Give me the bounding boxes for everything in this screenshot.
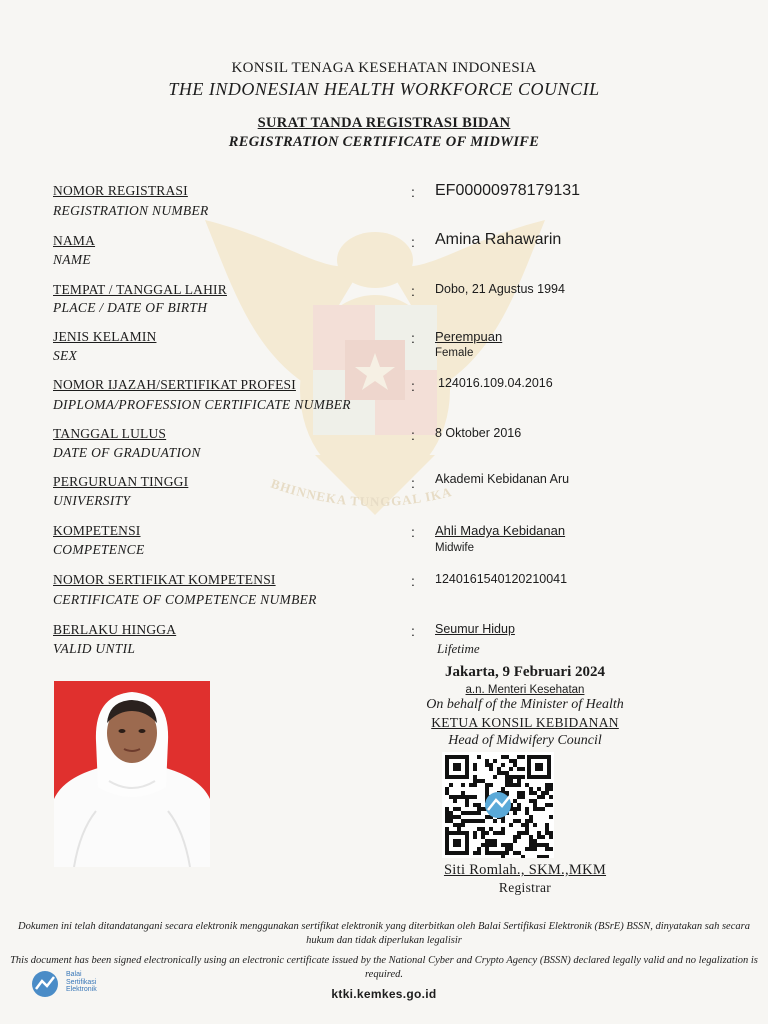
competence-cert-value: 1240161540120210041 (435, 572, 568, 586)
competence-value: Ahli Madya Kebidanan (435, 523, 566, 538)
registration-value: EF00000978179131 (435, 182, 581, 199)
sex-value: Perempuan (435, 329, 503, 344)
bsre-logo-text: Balai Sertifikasi Elektronik (66, 971, 97, 993)
name-value: Amina Rahawarin (435, 231, 562, 248)
university-colon: : (411, 475, 415, 491)
competence-label: KOMPETENSI (53, 523, 141, 538)
electronic-signature-notice-id: Dokumen ini telah ditandatangani secara elektronik menggunakan sertifikat elektronik yang diterbitkan oleh Balai Sertifikasi Elektronik (BSrE) BSSN, dinyatakan sah secara hukum dan tidak diperlukan legalisir (18, 921, 750, 946)
name-label-en: NAME (53, 252, 91, 267)
valid-colon: : (411, 623, 415, 639)
website-url[interactable]: ktki.kemkes.go.id (331, 987, 437, 1001)
university-label-en: UNIVERSITY (53, 493, 131, 508)
signer-position-en: Head of Midwifery Council (448, 733, 602, 748)
certificate-title: SURAT TANDA REGISTRASI BIDAN (257, 115, 511, 131)
registration-label: NOMOR REGISTRASI (53, 183, 188, 198)
council-name: KONSIL TENAGA KESEHATAN INDONESIA (231, 60, 537, 76)
sex-label-en: SEX (53, 348, 78, 363)
diploma-label: NOMOR IJAZAH/SERTIFIKAT PROFESI (53, 377, 296, 392)
graduation-label-en: DATE OF GRADUATION (53, 445, 201, 460)
holder-photo (54, 681, 210, 867)
signer-position-id: KETUA KONSIL KEBIDANAN (431, 715, 619, 730)
on-behalf-id: a.n. Menteri Kesehatan (465, 684, 585, 696)
registration-colon: : (411, 184, 415, 200)
qr-code-icon (442, 752, 554, 858)
name-colon: : (411, 234, 415, 250)
issue-place-date: Jakarta, 9 Februari 2024 (445, 664, 605, 680)
birth-colon: : (411, 283, 415, 299)
competence-cert-colon: : (411, 573, 415, 589)
competence-value-en: Midwife (435, 542, 474, 554)
registration-label-en: REGISTRATION NUMBER (53, 203, 209, 218)
watermark-motto: BHINNEKA TUNGGAL IKA (269, 475, 454, 510)
graduation-colon: : (411, 427, 415, 443)
birth-value: Dobo, 21 Agustus 1994 (435, 282, 565, 296)
competence-label-en: COMPETENCE (53, 542, 145, 557)
competence-cert-label-en: CERTIFICATE OF COMPETENCE NUMBER (53, 592, 317, 607)
signer-name: Siti Romlah., SKM.,MKM (443, 862, 607, 878)
diploma-label-en: DIPLOMA/PROFESSION CERTIFICATE NUMBER (53, 397, 351, 412)
competence-cert-label: NOMOR SERTIFIKAT KOMPETENSI (53, 572, 276, 587)
graduation-value: 8 Oktober 2016 (435, 426, 522, 440)
name-label: NAMA (53, 233, 96, 248)
signer-role: Registrar (498, 880, 552, 895)
diploma-colon: : (411, 378, 415, 394)
valid-value: Seumur Hidup (435, 622, 515, 636)
birth-label: TEMPAT / TANGGAL LAHIR (53, 282, 227, 297)
sex-colon: : (411, 330, 415, 346)
birth-label-en: PLACE / DATE OF BIRTH (53, 300, 208, 315)
diploma-value: 124016.109.04.2016 (438, 376, 553, 390)
university-label: PERGURUAN TINGGI (53, 474, 189, 489)
university-value: Akademi Kebidanan Aru (435, 472, 570, 486)
on-behalf-en: On behalf of the Minister of Health (426, 697, 624, 712)
sex-value-en: Female (435, 347, 474, 359)
valid-label: BERLAKU HINGGA (53, 622, 177, 637)
valid-label-en: VALID UNTIL (53, 641, 136, 656)
graduation-label: TANGGAL LULUS (53, 426, 167, 441)
electronic-signature-notice-en: This document has been signed electronically using an electronic certificate issued by the National Cyber and Crypto Agency (BSSN) declared legally valid and no legalization is required. (10, 955, 758, 980)
valid-value-en: Lifetime (437, 641, 480, 656)
sex-label: JENIS KELAMIN (53, 329, 157, 344)
council-name-en: THE INDONESIAN HEALTH WORKFORCE COUNCIL (168, 79, 600, 99)
competence-colon: : (411, 524, 415, 540)
certificate-title-en: REGISTRATION CERTIFICATE OF MIDWIFE (228, 134, 540, 150)
